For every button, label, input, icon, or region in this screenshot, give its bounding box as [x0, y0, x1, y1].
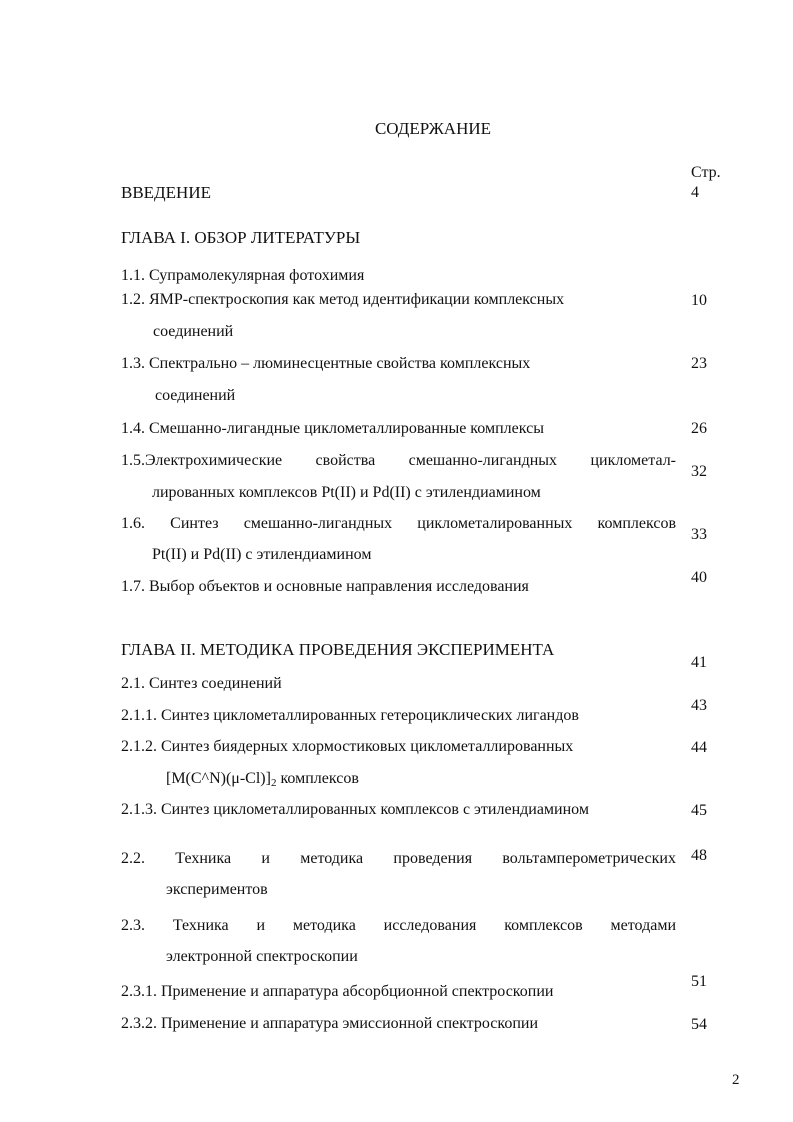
chapter-2-title-page: 41: [691, 654, 707, 671]
toc-item-1-5-cont: лированных комплексов Pt(II) и Pd(II) с этилендиамином: [152, 484, 541, 501]
toc-intro: ВВЕДЕНИЕ: [121, 183, 211, 202]
toc-item-2-3-cont: электронной спектроскопии: [166, 948, 358, 965]
toc-item-1-3-page: 23: [691, 355, 707, 372]
chapter-1-title: ГЛАВА I. ОБЗОР ЛИТЕРАТУРЫ: [121, 228, 361, 247]
toc-item-1-1: 1.1. Супрамолекулярная фотохимия: [121, 267, 365, 284]
toc-item-2-3-2: 2.3.2. Применение и аппаратура эмиссионной спектроскопии: [121, 1015, 539, 1032]
toc-item-1-6: 1.6. Синтез смешанно-лигандных циклометалированных комплексов: [121, 515, 676, 532]
page-title: СОДЕРЖАНИЕ: [374, 119, 492, 138]
toc-item-1-2: 1.2. ЯМР-спектроскопия как метод идентификации комплексных: [121, 291, 565, 308]
page-number: 2: [732, 1072, 740, 1088]
chapter-2-title: ГЛАВА II. МЕТОДИКА ПРОВЕДЕНИЯ ЭКСПЕРИМЕНТА: [121, 640, 555, 659]
toc-item-2-2: 2.2. Техника и методика проведения вольтамперометрических: [121, 850, 676, 867]
toc-item-1-4: 1.4. Смешанно-лигандные циклометаллированные комплексы: [121, 420, 544, 437]
toc-item-1-4-page: 26: [691, 420, 707, 437]
page-column-label: Стр.: [691, 164, 721, 181]
formula-suffix: комплексов: [276, 770, 359, 787]
formula-subscript: 2: [270, 777, 277, 789]
toc-item-2-1-2: 2.1.2. Синтез биядерных хлормостиковых циклометаллированных: [121, 738, 574, 755]
toc-item-2-1-3: 2.1.3. Синтез циклометаллированных комплексов с этилендиамином: [121, 801, 589, 818]
toc-item-2-1-2-cont: [166, 769, 359, 789]
toc-item-2-1-1-page: 43: [691, 697, 707, 714]
toc-item-2-2-cont: экспериментов: [166, 881, 268, 898]
toc-item-1-6-page: 33: [691, 526, 707, 543]
toc-item-1-6-cont: Pt(II) и Pd(II) с этилендиамином: [152, 546, 372, 563]
toc-item-2-1-1: 2.1.1. Синтез циклометаллированных гетероциклических лигандов: [121, 707, 579, 724]
toc-item-1-3-cont: соединений: [155, 387, 236, 404]
toc-item-1-2-page: 10: [691, 292, 707, 309]
toc-item-2-3-1: 2.3.1. Применение и аппаратура абсорбционной спектроскопии: [121, 983, 554, 1000]
toc-item-1-2-cont: соединений: [153, 323, 234, 340]
toc-item-1-3: 1.3. Спектрально – люминесцентные свойства комплексных: [121, 355, 531, 372]
toc-item-2-3-2-page: 54: [691, 1016, 707, 1033]
toc-item-2-2-page: 48: [691, 847, 707, 864]
toc-item-1-5-page: 32: [691, 463, 707, 480]
toc-item-2-3-1-page: 51: [691, 973, 707, 990]
toc-intro-page: 4: [691, 184, 699, 201]
toc-item-2-3: 2.3. Техника и методика исследования комплексов методами: [121, 917, 676, 934]
toc-item-1-5: 1.5.Электрохимические свойства смешанно-лигандных циклометал-: [121, 452, 676, 469]
toc-item-2-1-2-page: 44: [691, 739, 707, 756]
complex-formula: [M(C^N)(μ-Cl)]: [166, 770, 271, 787]
toc-item-1-7: 1.7. Выбор объектов и основные направления исследования: [121, 578, 529, 595]
toc-item-2-1: 2.1. Синтез соединений: [121, 675, 282, 692]
toc-item-2-1-3-page: 45: [691, 802, 707, 819]
toc-item-1-7-page: 40: [691, 569, 707, 586]
